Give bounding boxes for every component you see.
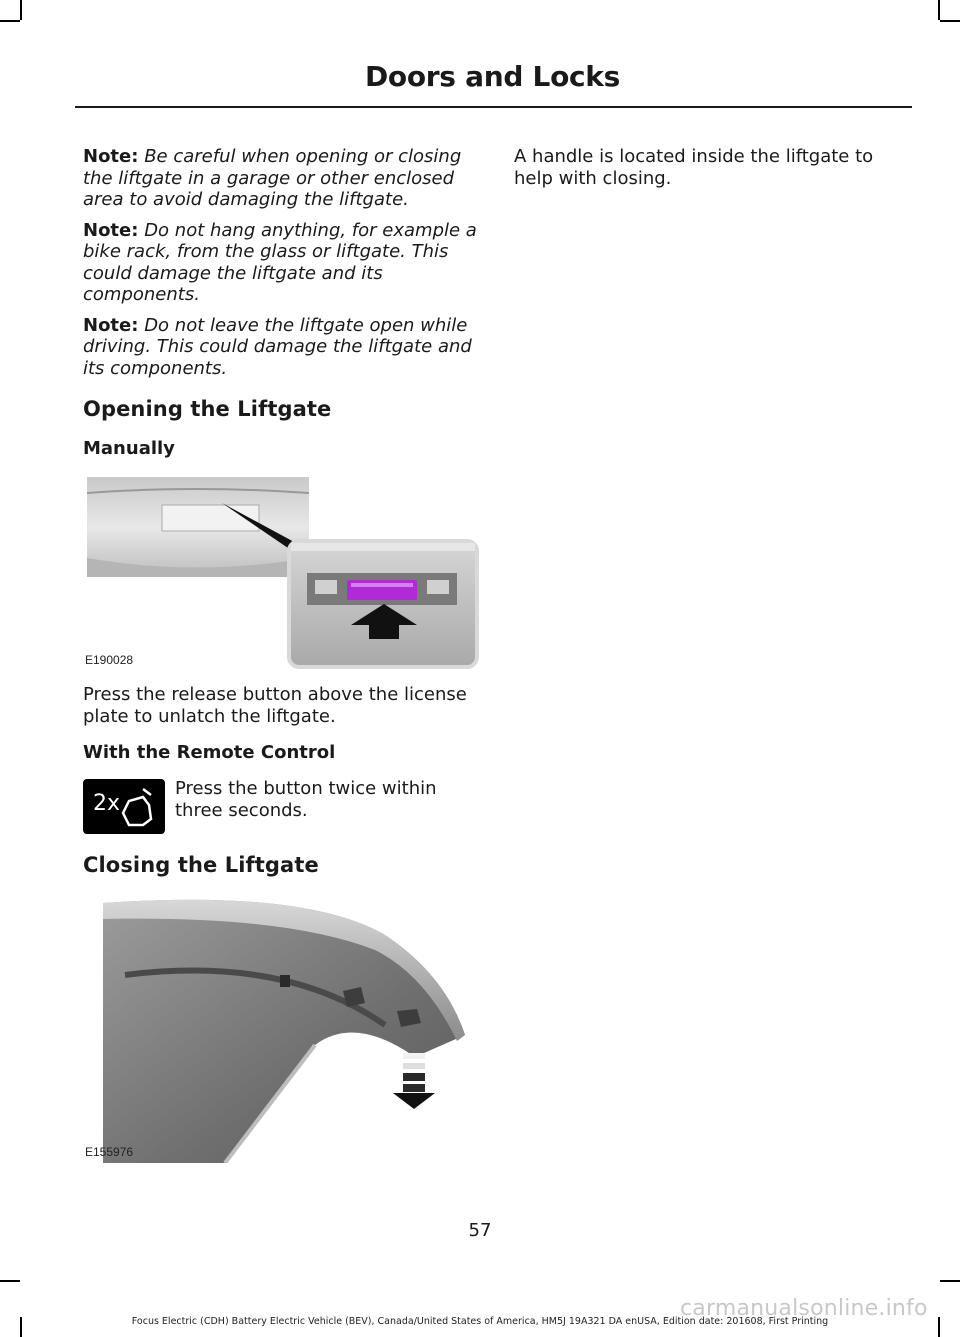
watermark: carmanualsonline.info — [680, 1296, 928, 1321]
note-text: Do not hang anything, for example a bike rack, from the glass or liftgate. This could damage the liftgate and its components. — [83, 219, 477, 305]
page-number: 57 — [468, 1220, 492, 1241]
header-rule — [75, 106, 912, 108]
figure-label: E190028 — [85, 653, 134, 667]
remote-icon-label: 2x — [93, 791, 121, 816]
edition-footer: Focus Electric (CDH) Battery Electric Vehicle (BEV), Canada/United States of America, HM5J 19A321 DA enUSA, Edition date: 201608, First Printing — [131, 1316, 829, 1327]
handle-text: A handle is located inside the liftgate to help with closing. — [514, 146, 874, 189]
left-column — [83, 146, 478, 459]
crop-mark — [938, 0, 940, 20]
note-2 — [83, 220, 478, 306]
note-label: Note: — [83, 314, 139, 336]
crop-mark — [940, 1280, 960, 1282]
note-label: Note: — [83, 219, 139, 241]
figure-release-button — [85, 473, 480, 669]
liftgate-open-icon — [83, 779, 165, 834]
note-label: Note: — [83, 146, 139, 167]
note-1 — [83, 146, 478, 211]
figure-closing-liftgate — [85, 895, 480, 1163]
manually-instructions: Press the release button above the license plate to unlatch the liftgate. — [83, 684, 467, 727]
crop-mark — [0, 20, 20, 22]
section-heading-opening: Opening the Liftgate — [83, 397, 332, 421]
remote-instructions: Press the button twice within three seconds. — [175, 778, 437, 821]
closing-liftgate-illustration — [85, 895, 480, 1163]
crop-mark — [0, 1280, 20, 1282]
subheading-remote-control: With the Remote Control — [83, 742, 336, 763]
release-button-illustration — [85, 473, 480, 669]
remote-liftgate-icon — [83, 779, 165, 834]
crop-mark — [20, 0, 22, 20]
note-text: Do not leave the liftgate open while driving. This could damage the liftgate and its components. — [83, 314, 472, 379]
note-3 — [83, 315, 478, 380]
figure-label: E155976 — [85, 1145, 134, 1159]
section-heading-closing: Closing the Liftgate — [83, 853, 319, 877]
crop-mark — [940, 20, 960, 22]
note-text: Be careful when opening or closing the liftgate in a garage or other enclosed area to avoid damaging the liftgate. — [83, 146, 462, 210]
subheading-manually: Manually — [83, 438, 175, 459]
right-column — [514, 146, 899, 189]
page-title: Doors and Locks — [364, 60, 620, 93]
